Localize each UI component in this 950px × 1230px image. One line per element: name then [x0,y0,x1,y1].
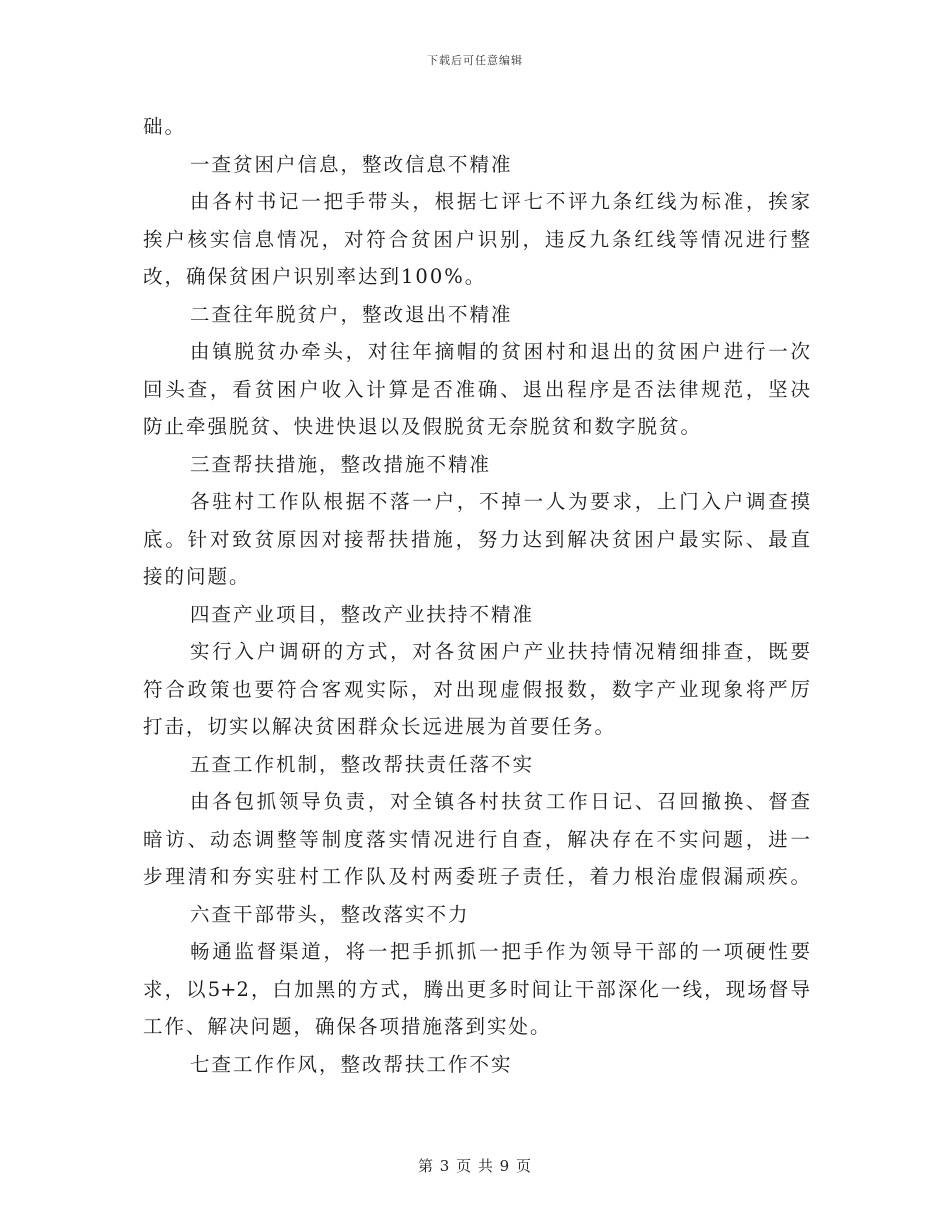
section-heading: 一查贫困户信息，整改信息不精准 [190,152,513,176]
paragraph-line: 由镇脱贫办牵头，对往年摘帽的贫困村和退出的贫困户进行一次 [190,340,810,363]
section-heading: 二查往年脱贫户，整改退出不精准 [190,302,513,326]
section-heading: 四查产业项目，整改产业扶持不精准 [190,602,535,626]
section-heading: 五查工作机制，整改帮扶责任落不实 [190,752,535,776]
paragraph-line: 回头查，看贫困户收入计算是否准确、退出程序是否法律规范，坚决 [143,377,810,401]
paragraph-line: 由各村书记一把手带头，根据七评七不评九条红线为标准，挨家 [190,190,810,213]
paragraph-line: 由各包抓领导负责，对全镇各村扶贫工作日记、召回撤换、督查 [190,790,810,813]
text-line: 础。 [143,115,187,138]
paragraph-line: 符合政策也要符合客观实际，对出现虚假报数，数字产业现象将严厉 [143,677,810,701]
paragraph-line: 工作、解决问题，确保各项措施落到实处。 [143,1015,552,1038]
paragraph-line: 接的问题。 [143,565,251,588]
paragraph-line: 底。针对致贫原因对接帮扶措施，努力达到解决贫困户最实际、最直 [143,527,810,551]
paragraph-line: 打击，切实以解决贫困群众长远进展为首要任务。 [143,715,617,738]
section-heading: 三查帮扶措施，整改措施不精准 [190,452,492,476]
paragraph-line: 暗访、动态调整等制度落实情况进行自查，解决存在不实问题，进一 [143,827,810,851]
page-footer: 第 3 页 共 9 页 [418,1157,532,1175]
section-heading: 七查工作作风，整改帮扶工作不实 [190,1052,513,1076]
paragraph-line: 防止牵强脱贫、快进快退以及假脱贫无奈脱贫和数字脱贫。 [143,415,703,438]
paragraph-line: 畅通监督渠道，将一把手抓抓一把手作为领导干部的一项硬性要 [190,940,810,963]
section-heading: 六查干部带头，整改落实不力 [190,902,470,926]
document-body [143,108,810,1083]
paragraph-line: 挨户核实信息情况，对符合贫困户识别，违反九条红线等情况进行整 [143,227,810,251]
page-header: 下载后可任意编辑 [427,54,523,67]
paragraph-line: 实行入户调研的方式，对各贫困户产业扶持情况精细排查，既要 [190,640,810,663]
paragraph-line: 各驻村工作队根据不落一户，不掉一人为要求，上门入户调查摸 [190,490,810,513]
paragraph-line: 求，以5+2，白加黑的方式，腾出更多时间让干部深化一线，现场督导 [143,977,810,1001]
paragraph-line: 步理清和夯实驻村工作队及村两委班子责任，着力根治虚假漏顽疾。 [143,865,810,888]
paragraph-line: 改，确保贫困户识别率达到100%。 [143,265,487,288]
